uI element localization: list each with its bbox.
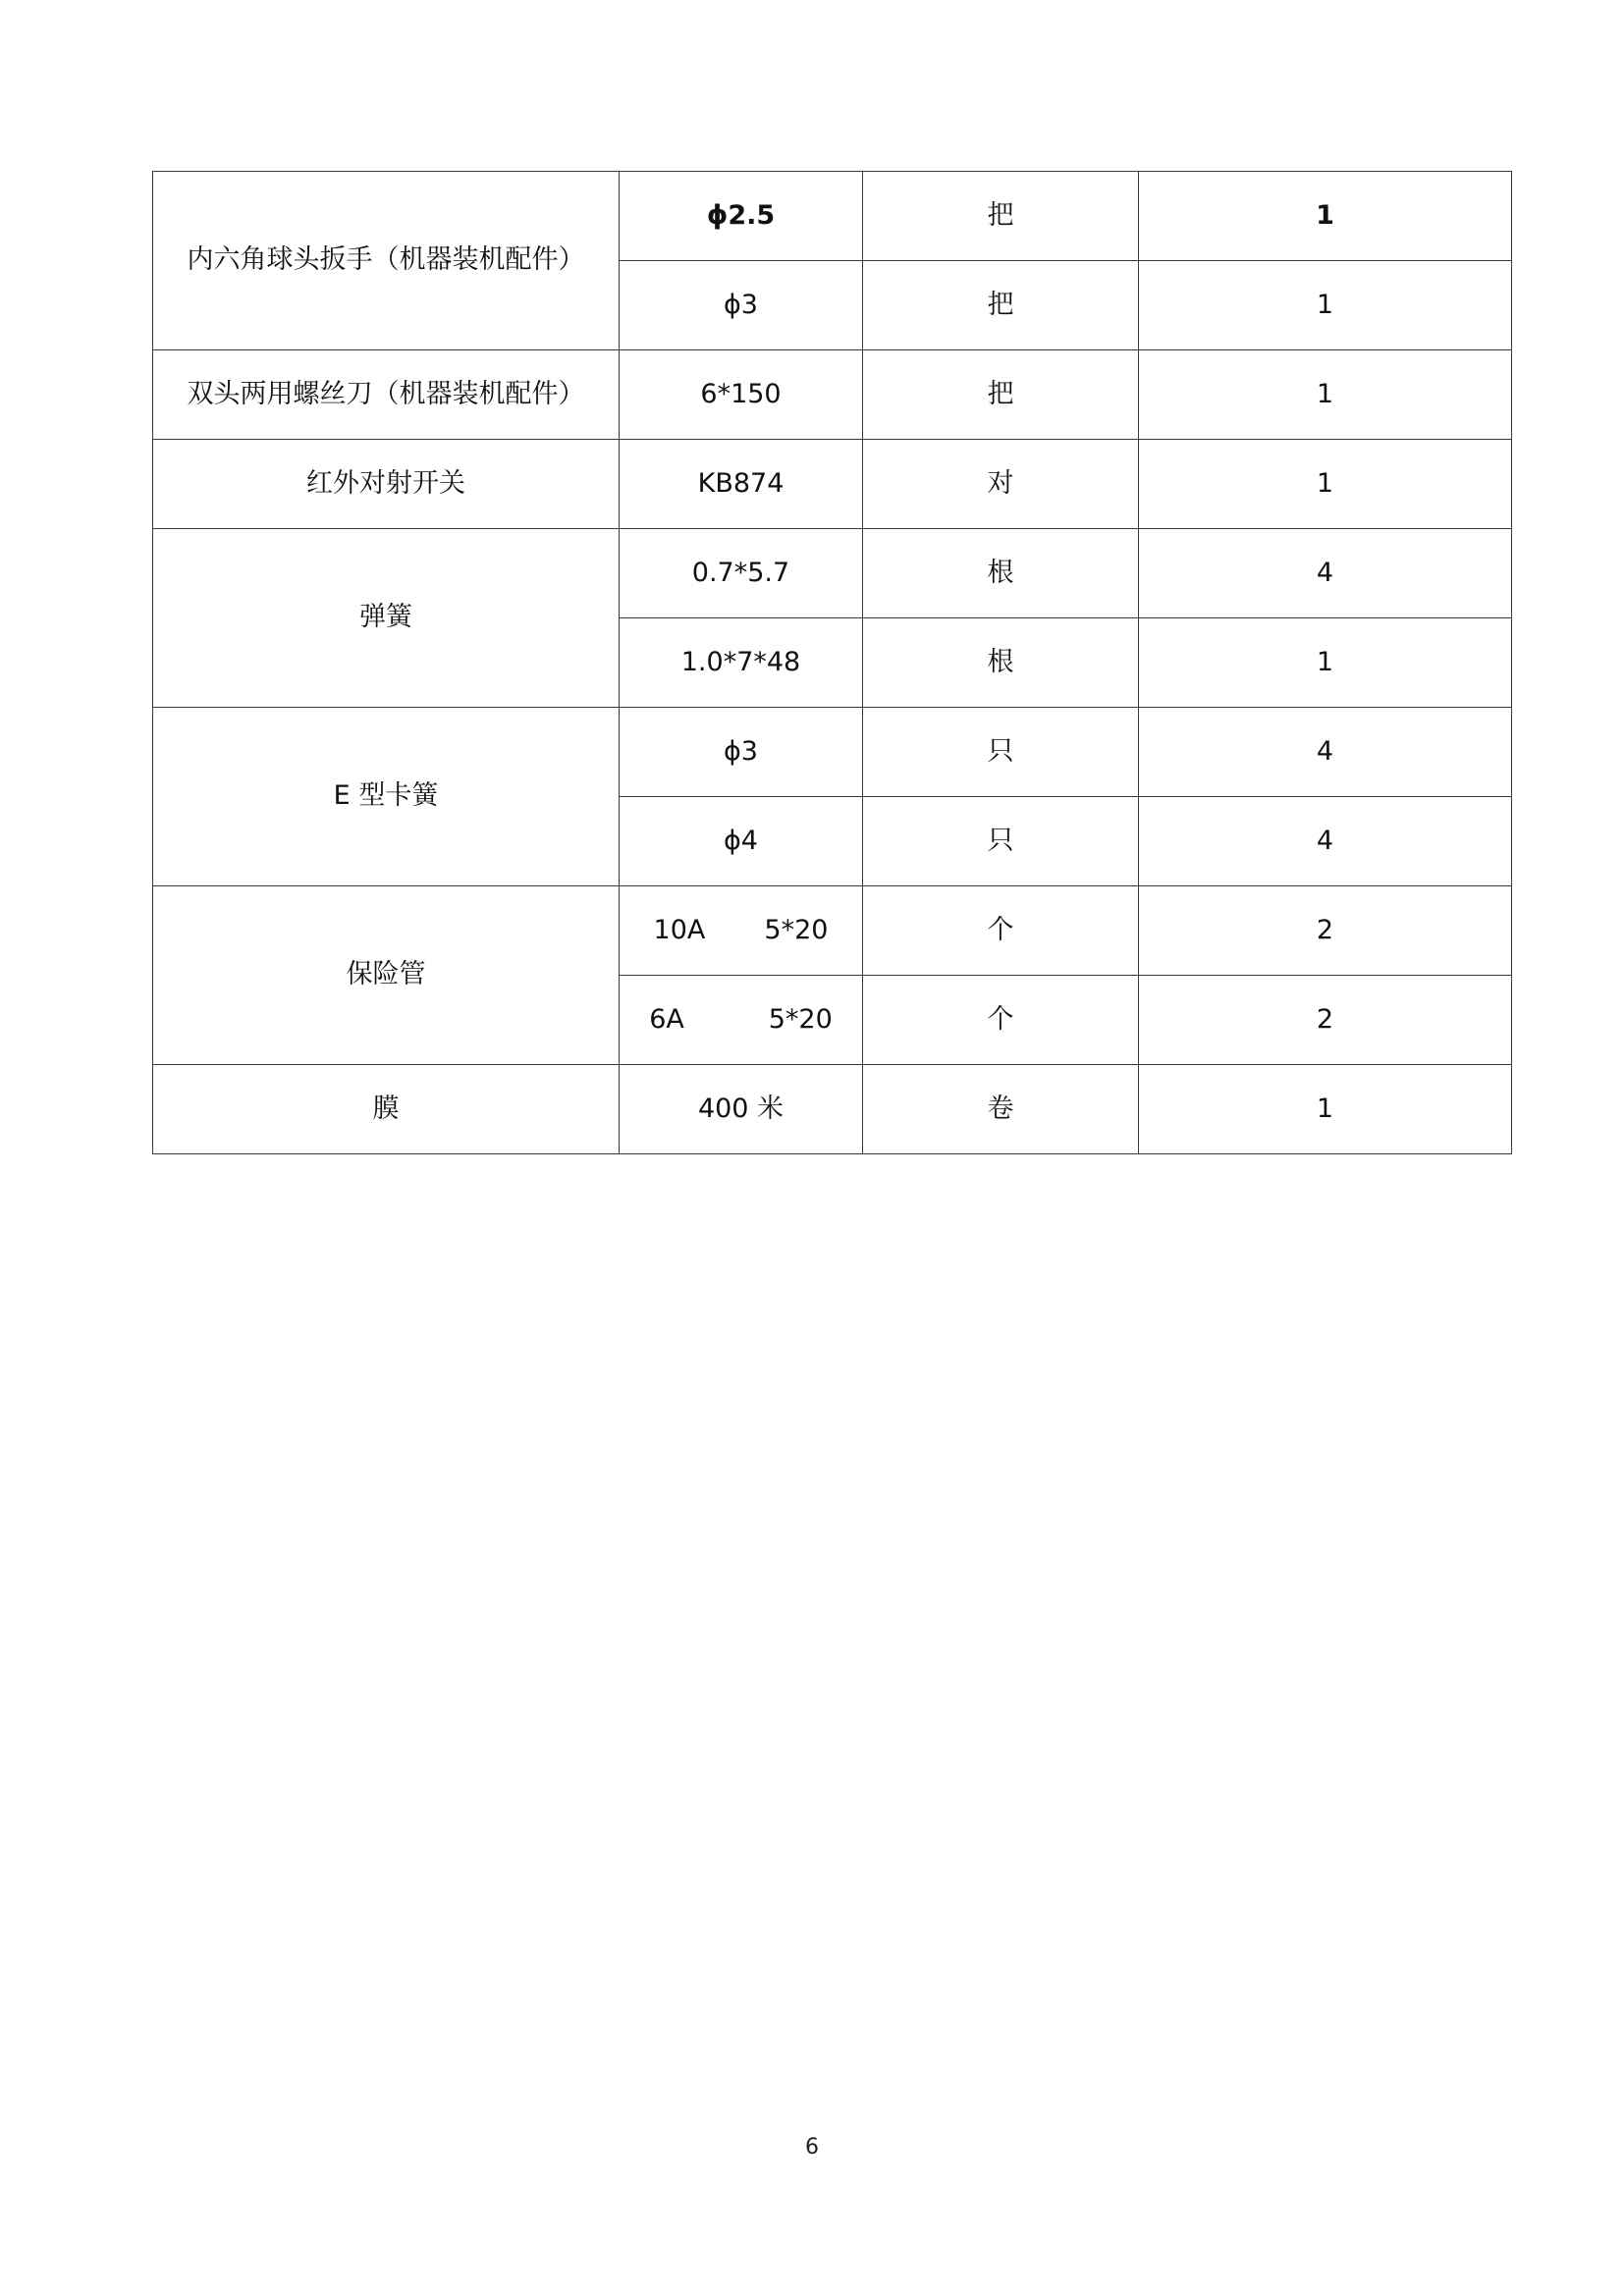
spec-cell: 0.7*5.7 (620, 529, 863, 618)
spec-cell: ϕ2.5 (620, 172, 863, 261)
quantity-cell: 2 (1139, 886, 1512, 976)
unit-cell: 根 (863, 618, 1139, 708)
table-row (153, 708, 1512, 797)
table-row (153, 886, 1512, 976)
spec-cell: ϕ4 (620, 797, 863, 886)
table-row (153, 1065, 1512, 1154)
spec-cell: 6*150 (620, 350, 863, 440)
spec-cell: 10A 5*20 (620, 886, 863, 976)
quantity-cell: 4 (1139, 529, 1512, 618)
quantity-cell: 1 (1139, 261, 1512, 350)
unit-cell: 对 (863, 440, 1139, 529)
item-name-cell: 内六角球头扳手（机器装机配件） (153, 172, 620, 350)
quantity-cell: 1 (1139, 618, 1512, 708)
unit-cell: 把 (863, 172, 1139, 261)
item-name-cell: 弹簧 (153, 529, 620, 708)
quantity-cell: 1 (1139, 350, 1512, 440)
item-name-cell: 膜 (153, 1065, 620, 1154)
spec-cell: KB874 (620, 440, 863, 529)
quantity-cell: 1 (1139, 440, 1512, 529)
quantity-cell: 4 (1139, 797, 1512, 886)
page-number: 6 (805, 2135, 819, 2160)
unit-cell: 个 (863, 976, 1139, 1065)
table-row (153, 350, 1512, 440)
unit-cell: 把 (863, 261, 1139, 350)
spec-cell: ϕ3 (620, 261, 863, 350)
unit-cell: 卷 (863, 1065, 1139, 1154)
spec-cell: ϕ3 (620, 708, 863, 797)
unit-cell: 只 (863, 708, 1139, 797)
table-row (153, 440, 1512, 529)
unit-cell: 个 (863, 886, 1139, 976)
item-name-cell: 保险管 (153, 886, 620, 1065)
parts-table (152, 171, 1512, 1154)
item-name-cell: 双头两用螺丝刀（机器装机配件） (153, 350, 620, 440)
unit-cell: 只 (863, 797, 1139, 886)
table-row (153, 529, 1512, 618)
quantity-cell: 2 (1139, 976, 1512, 1065)
quantity-cell: 1 (1139, 1065, 1512, 1154)
quantity-cell: 1 (1139, 172, 1512, 261)
quantity-cell: 4 (1139, 708, 1512, 797)
spec-cell: 1.0*7*48 (620, 618, 863, 708)
table-row (153, 172, 1512, 261)
item-name-cell: 红外对射开关 (153, 440, 620, 529)
item-name-cell: E 型卡簧 (153, 708, 620, 886)
spec-cell: 6A 5*20 (620, 976, 863, 1065)
spec-cell: 400 米 (620, 1065, 863, 1154)
unit-cell: 根 (863, 529, 1139, 618)
unit-cell: 把 (863, 350, 1139, 440)
